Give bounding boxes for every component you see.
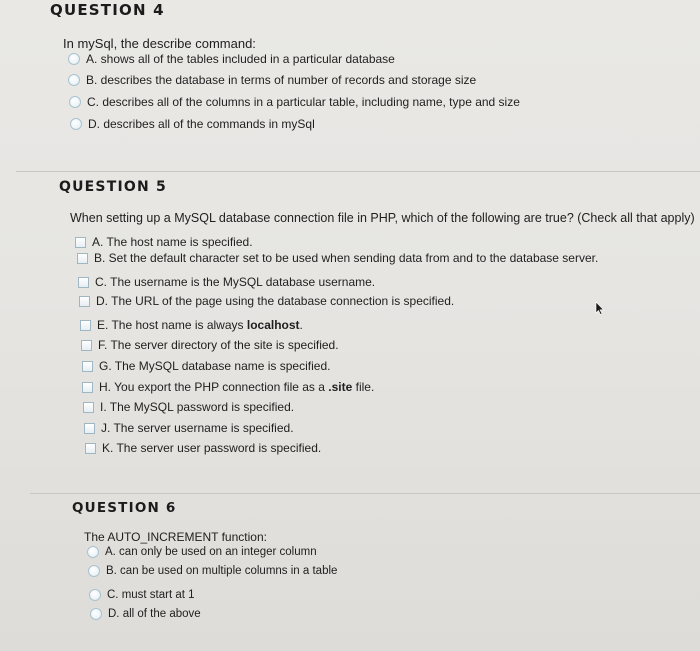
option-label: A. shows all of the tables included in a particular database [86,52,395,66]
question-6-option-a[interactable] [87,546,317,558]
question-5-option-e[interactable] [80,318,303,332]
question-5-option-c[interactable] [78,275,375,289]
option-label: F. The server directory of the site is specified. [98,338,339,352]
question-4-title: QUESTION 4 [50,1,165,19]
option-label: D. all of the above [108,608,201,620]
question-5-option-f[interactable] [81,338,339,352]
checkbox-icon[interactable] [85,443,96,454]
section-divider [30,493,700,494]
checkbox-icon[interactable] [81,340,92,351]
option-label: I. The MySQL password is specified. [100,400,295,414]
option-label: K. The server user password is specified. [102,441,322,455]
option-label: A. The host name is specified. [92,235,253,249]
question-5-option-j[interactable] [84,421,294,435]
radio-button-icon[interactable] [87,546,99,558]
option-label: D. The URL of the page using the database connection is specified. [96,294,455,308]
radio-button-icon[interactable] [68,53,80,65]
option-label: D. describes all of the commands in mySql [88,117,315,131]
localhost-bold-text: localhost [246,318,300,332]
radio-button-icon[interactable] [69,96,81,108]
option-label: C. describes all of the columns in a particular table, including name, type and size [87,95,520,109]
option-label: B. Set the default character set to be used when sending data from and to the database server. [94,251,599,265]
option-label: E. The host name is always localhost. [97,318,303,332]
checkbox-icon[interactable] [78,277,89,288]
option-label: C. The username is the MySQL database username. [95,275,376,289]
question-6-option-c[interactable] [89,589,195,601]
question-6-prompt: The AUTO_INCREMENT function: [84,530,267,544]
option-label: C. must start at 1 [107,589,195,601]
section-divider [16,171,700,172]
radio-button-icon[interactable] [88,565,100,577]
option-label: B. can be used on multiple columns in a table [106,565,338,577]
mouse-pointer-icon [595,301,605,315]
radio-button-icon[interactable] [68,74,80,86]
question-5-option-k[interactable] [85,441,321,455]
question-4-prompt: In mySql, the describe command: [63,36,256,51]
checkbox-icon[interactable] [82,382,93,393]
question-5-option-h[interactable] [82,380,374,394]
question-6-option-b[interactable] [88,565,337,577]
checkbox-icon[interactable] [80,320,91,331]
question-5-option-i[interactable] [83,400,294,414]
checkbox-icon[interactable] [84,423,95,434]
question-4-option-d[interactable] [70,117,315,131]
checkbox-icon[interactable] [83,402,94,413]
option-label: B. describes the database in terms of number of records and storage size [86,73,477,87]
radio-button-icon[interactable] [89,589,101,601]
question-6-title: QUESTION 6 [72,500,177,516]
question-5-title: QUESTION 5 [59,179,167,195]
site-bold-text: .site [328,380,353,394]
question-5-prompt: When setting up a MySQL database connection file in PHP, which of the following are true? (Check all that apply) [70,211,695,225]
option-label: J. The server username is specified. [101,421,294,435]
question-5-option-a[interactable] [75,235,253,249]
question-4-option-c[interactable] [69,95,520,109]
option-label: H. You export the PHP connection file as a .site file. [99,380,375,394]
radio-button-icon[interactable] [70,118,82,130]
checkbox-icon[interactable] [77,253,88,264]
question-5-option-d[interactable] [79,294,454,308]
option-label: A. can only be used on an integer column [105,546,317,558]
checkbox-icon[interactable] [82,361,93,372]
question-4-option-a[interactable] [68,52,395,66]
question-5-option-g[interactable] [82,359,330,373]
option-label: G. The MySQL database name is specified. [99,359,331,373]
question-4-option-b[interactable] [68,73,476,87]
question-5-option-b[interactable] [77,251,598,265]
checkbox-icon[interactable] [75,237,86,248]
question-6-option-d[interactable] [90,608,201,620]
radio-button-icon[interactable] [90,608,102,620]
checkbox-icon[interactable] [79,296,90,307]
